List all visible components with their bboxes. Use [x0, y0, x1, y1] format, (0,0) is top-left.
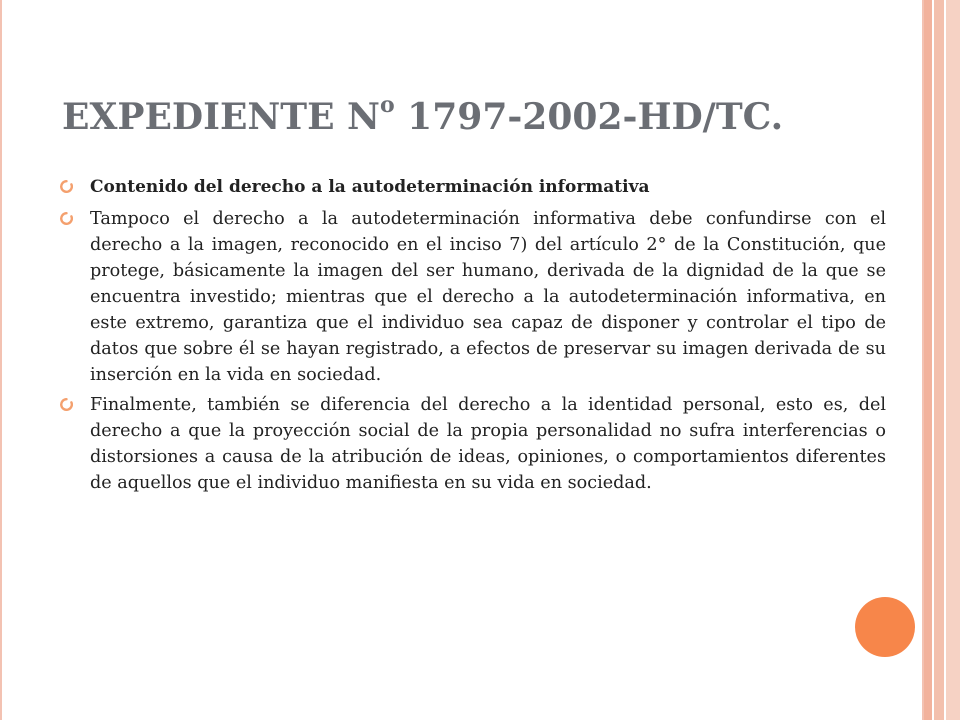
- bullet-item-heading: [60, 174, 886, 200]
- slide-title: [62, 92, 784, 138]
- ring-bullet-icon: [60, 212, 73, 225]
- title-rest: 1797-2002-HD/TC.: [394, 96, 784, 138]
- bullet-text: Tampoco el derecho a la autodeterminación informativa debe confundirse con el derecho a la imagen, reconocido en el inciso 7) del artículo 2° de la Constitución, que protege, básicamente la imagen del ser humano, derivada de la dignidad de la que se encuentra investido; mientras que el derecho a la autodeterminación informativa, en este extremo, garantiza que el individuo sea capaz de disponer y controlar el tipo de datos que sobre él se hayan registrado, a efectos de preservar su imagen derivada de su inserción en la vida en sociedad.: [90, 209, 886, 385]
- right-stripe-1: [924, 0, 932, 720]
- bullet-list: [60, 174, 886, 500]
- bullet-text: Contenido del derecho a la autodeterminación informativa: [90, 177, 650, 197]
- orange-circle-icon: [855, 597, 915, 657]
- right-stripe-3: [946, 0, 960, 720]
- bullet-text: Finalmente, también se diferencia del derecho a la identidad personal, esto es, del derecho a que la proyección social de la propia personalidad no sufra interferencias o distorsiones a causa de la atribución de ideas, opiniones, o comportamientos diferentes de aquellos que el individuo manifiesta en su vida en sociedad.: [90, 395, 886, 493]
- right-stripe-2: [934, 0, 944, 720]
- ring-bullet-icon: [60, 180, 73, 193]
- title-main: EXPEDIENTE N: [62, 96, 380, 138]
- bullet-item-paragraph-1: [60, 206, 886, 388]
- ring-bullet-icon: [60, 398, 73, 411]
- bullet-item-paragraph-2: [60, 392, 886, 496]
- title-superscript: o: [379, 92, 395, 118]
